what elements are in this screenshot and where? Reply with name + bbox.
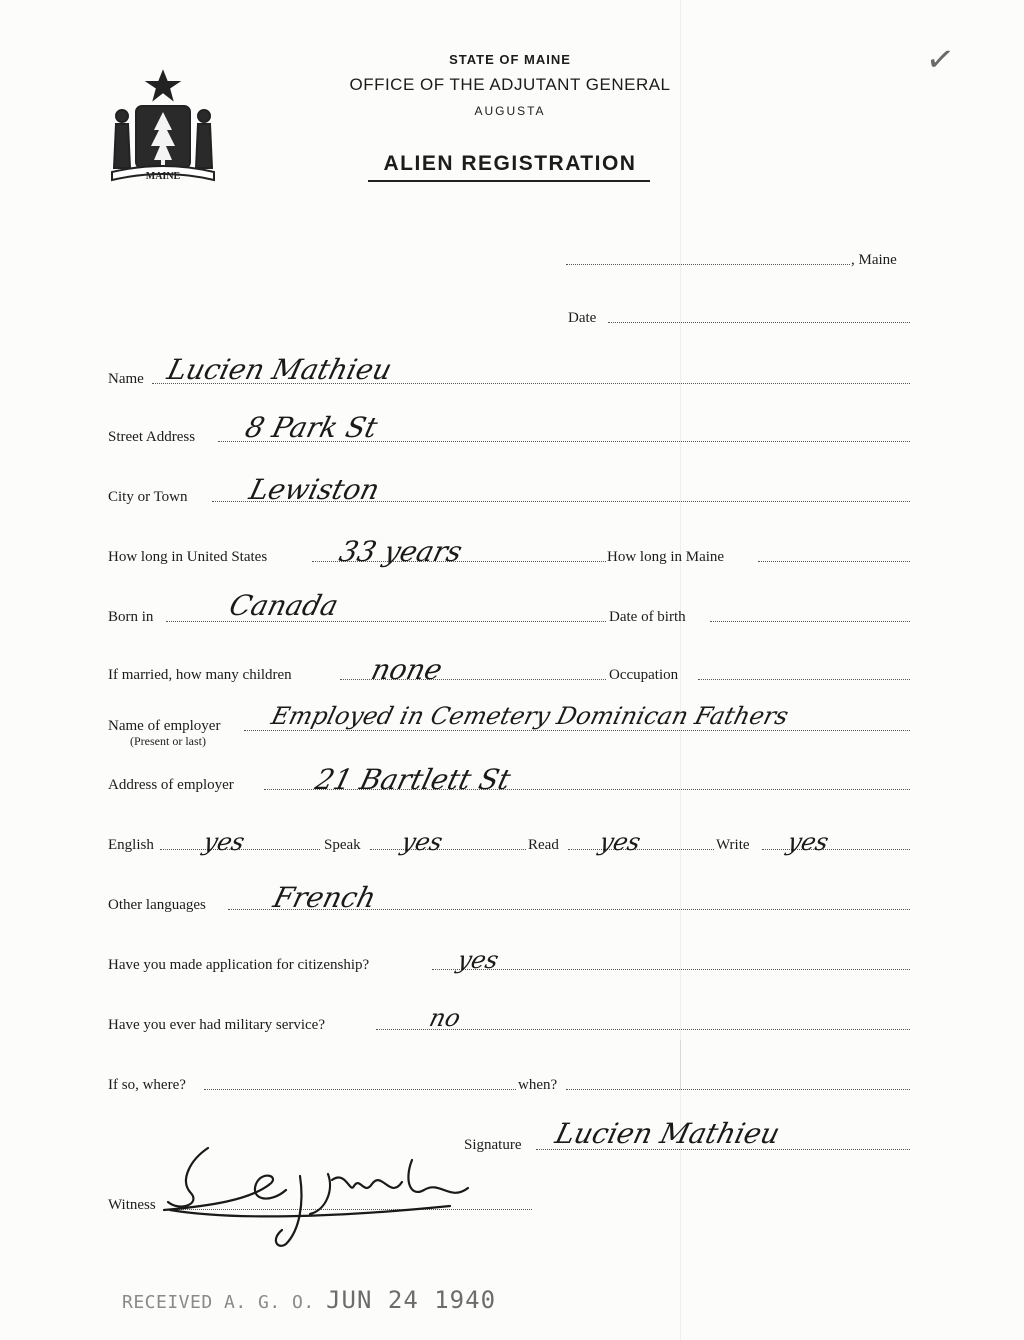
witness-label: Witness [108, 1197, 156, 1213]
signature-label: Signature [464, 1137, 522, 1153]
street-value: 8 Park St [242, 411, 381, 444]
where-label: If so, where? [108, 1077, 186, 1093]
state-seal-logo [108, 68, 218, 196]
english-label: English [108, 837, 154, 853]
speak-field-line[interactable] [370, 849, 526, 850]
read-label: Read [528, 837, 559, 853]
place-field-line[interactable] [566, 264, 850, 265]
signature-value: Lucien Mathieu [552, 1117, 784, 1150]
born-in-value: Canada [226, 589, 342, 622]
citizenship-label: Have you made application for citizenship? [108, 957, 370, 973]
citizenship-field-line[interactable] [432, 969, 910, 970]
dob-field-line[interactable] [710, 621, 910, 622]
read-value: yes [596, 828, 644, 856]
maine-duration-label: How long in Maine [607, 549, 725, 565]
check-mark-icon: ✓ [923, 38, 958, 82]
read-field-line[interactable] [568, 849, 714, 850]
employer-label: Name of employer [108, 718, 221, 734]
children-value: none [368, 653, 446, 686]
office-heading: OFFICE OF THE ADJUTANT GENERAL [349, 75, 671, 94]
occupation-label: Occupation [609, 667, 679, 683]
city-value: Lewiston [246, 473, 383, 506]
city-label: City or Town [108, 489, 188, 505]
when-label: when? [518, 1077, 558, 1093]
employer-address-value: 21 Bartlett St [312, 763, 515, 796]
fold-mark [680, 1040, 681, 1090]
speak-value: yes [398, 828, 446, 856]
name-value: Lucien Mathieu [164, 353, 396, 386]
received-stamp [122, 1286, 496, 1314]
form-title: ALIEN REGISTRATION [383, 152, 637, 175]
employer-sublabel: (Present or last) [130, 734, 206, 748]
write-value: yes [784, 828, 832, 856]
maine-duration-field-line[interactable] [758, 561, 910, 562]
street-label: Street Address [108, 429, 196, 445]
other-languages-label: Other languages [108, 897, 206, 913]
employer-field-line[interactable] [244, 730, 910, 731]
where-field-line[interactable] [204, 1089, 516, 1090]
write-label: Write [716, 837, 750, 853]
military-value: no [426, 1004, 464, 1032]
children-label: If married, how many children [108, 667, 292, 683]
speak-label: Speak [324, 837, 361, 853]
date-field-line[interactable] [608, 322, 910, 323]
received-stamp-date: JUN 24 1940 [326, 1286, 497, 1314]
us-duration-value: 33 years [336, 535, 466, 568]
dob-label: Date of birth [609, 609, 686, 625]
name-label: Name [108, 371, 144, 387]
us-duration-label: How long in United States [108, 549, 268, 565]
title-underline [368, 180, 650, 182]
write-field-line[interactable] [762, 849, 910, 850]
employer-value: Employed in Cemetery Dominican Fathers [268, 702, 792, 730]
military-label: Have you ever had military service? [108, 1017, 325, 1033]
born-in-label: Born in [108, 609, 154, 625]
when-field-line[interactable] [566, 1089, 910, 1090]
seal-banner-text: MAINE [145, 171, 181, 182]
citizenship-value: yes [454, 946, 502, 974]
received-stamp-text: RECEIVED A. G. O. [122, 1292, 315, 1313]
state-heading: STATE OF MAINE [449, 52, 571, 67]
place-suffix-label: , Maine [851, 252, 897, 268]
employer-address-label: Address of employer [108, 777, 234, 793]
occupation-field-line[interactable] [698, 679, 910, 680]
witness-signature-image [150, 1140, 490, 1250]
date-label: Date [568, 310, 597, 326]
other-languages-value: French [270, 881, 380, 914]
english-value: yes [200, 828, 248, 856]
city-heading: AUGUSTA [474, 104, 546, 118]
